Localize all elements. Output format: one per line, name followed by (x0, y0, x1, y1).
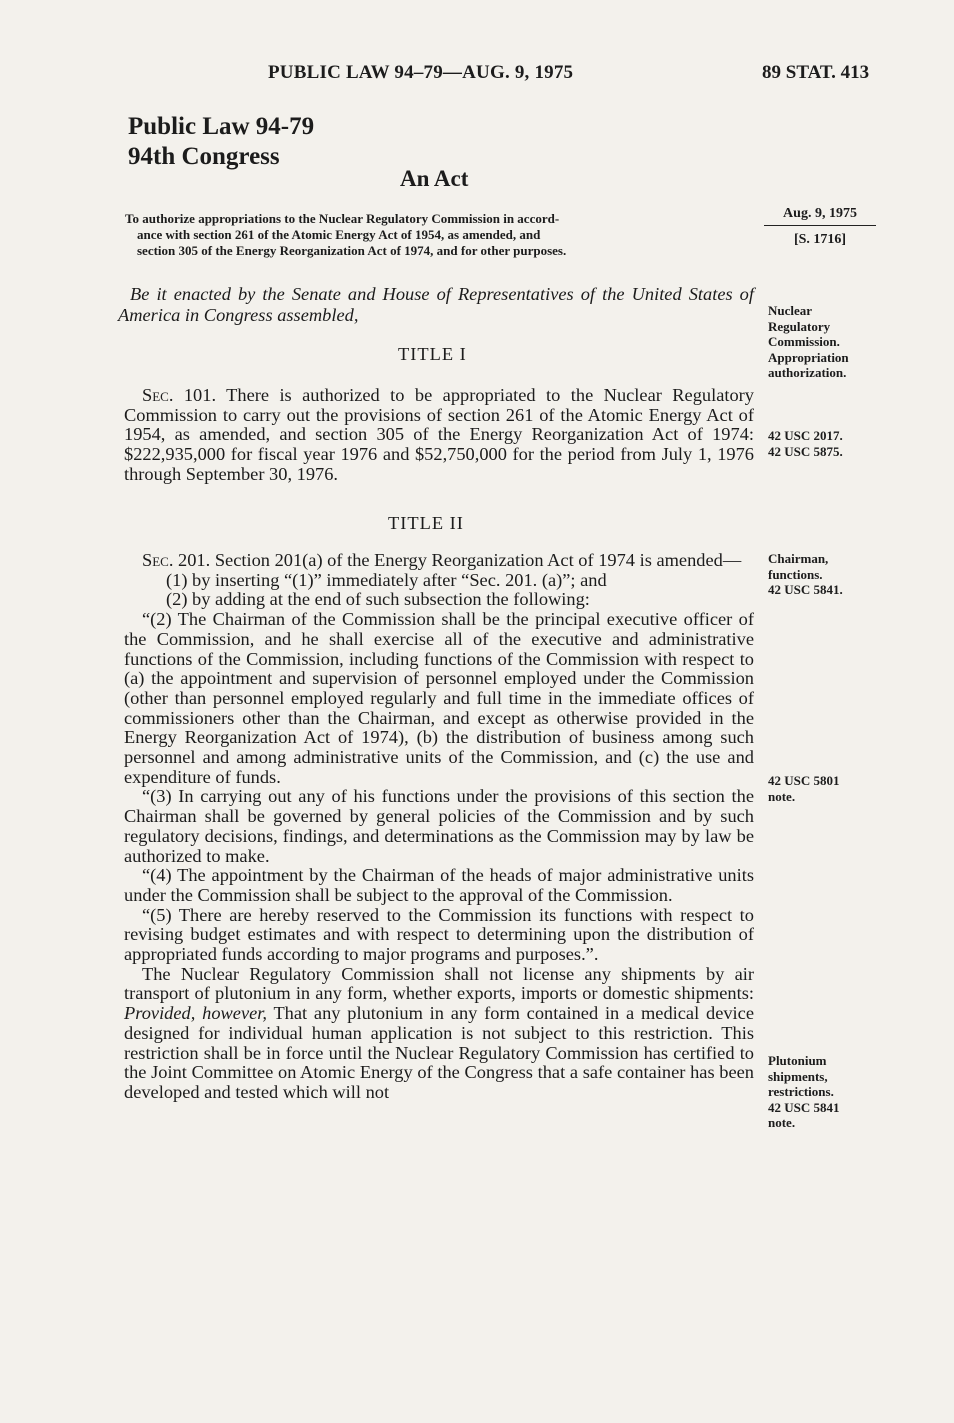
section-201-intro: Section 201(a) of the Energy Reorganization Act of 1974 is amended— (214, 550, 742, 570)
margin-text: Plutonium (768, 1053, 827, 1068)
margin-text: 42 USC 5841. (768, 582, 843, 597)
enactment-date: Aug. 9, 1975 (764, 206, 876, 226)
enactment-date-note (764, 206, 876, 248)
congress-number: 94th Congress (128, 143, 280, 170)
paragraph-3: “(3) In carrying out any of his functions under the provisions of this section the Chairman shall be governed by general policies of the Commission and by such regulatory decisions, findings, and determinations as the Commission may by law be authorized to make. (124, 786, 754, 866)
proviso: Provided, however, (124, 1003, 267, 1024)
margin-note-chairman (768, 551, 898, 598)
title-ii-heading: TITLE II (388, 513, 464, 533)
margin-text: 42 USC 5801 (768, 773, 840, 788)
plutonium-text-2: That any plutonium in any form contained in a medical device designed for individual human application is not subject to this restriction. This restriction shall be in force until the Nuclear Regulatory Commission has certified to the Joint Committee on Atomic Energy of the Congress that a safe container has been developed and tested which will not (124, 1003, 754, 1102)
margin-text: Appropriation (768, 349, 849, 365)
margin-text: note. (768, 1115, 796, 1130)
paragraph-2: “(2) The Chairman of the Commission shall be the principal executive officer of the Commission, and he shall exercise all of the executive and administrative functions of the Commission, including functions of the Commission with respect to (a) the appointment and supervision of personnel employed under the Commission (other than personnel employed regularly and full time in the immediate offices of commissioners other than the Chairman, and except as otherwise provided in the Energy Reorganization Act of 1974), (b) the distribution of business among such personnel and among administrative units of the Commission, and (c) the use and expenditure of funds. (124, 609, 754, 787)
margin-note-nrc (768, 303, 898, 381)
section-101 (124, 386, 754, 485)
amendment-item-1: (1) by inserting “(1)” immediately after “Sec. 201. (a)”; and (166, 569, 607, 590)
margin-text: 42 USC 5841 (768, 1099, 840, 1115)
bill-number: [S. 1716] (793, 232, 847, 247)
running-header: PUBLIC LAW 94–79—AUG. 9, 1975 (268, 62, 574, 83)
margin-text: functions. (768, 566, 823, 582)
section-label: Sec. 101. (142, 385, 217, 405)
plutonium-text-1: The Nuclear Regulatory Commission shall not license any shipments by air transport of plutonium in any form, whether exports, imports or domestic shipments: (124, 963, 754, 1004)
act-heading: An Act (400, 166, 469, 191)
plutonium-paragraph (124, 965, 754, 1103)
paragraph-5: “(5) There are hereby reserved to the Commission its functions with respect to revising budget estimates and with respect to determining upon the distribution of appropriated funds according to major programs and purposes.”. (124, 904, 754, 965)
margin-text: authorization. (768, 365, 847, 380)
enacting-clause: Be it enacted by the Senate and House of Representatives of the United States of America in Congress assembled, (118, 284, 754, 325)
public-law-number: Public Law 94-79 (128, 113, 315, 140)
section-101-text: There is authorized to be appropriated to the Nuclear Regulatory Commission to carry out the provisions of section 261 of the Atomic Energy Act of 1954, as amended, and section 305 of the Energy Reorganization Act of 1974: $222,935,000 for fiscal year 1976 and $52,750,000 for the period from July 1, 1976 through September 30, 1976. (124, 385, 754, 484)
purpose-line-3: section 305 of the Energy Reorganization Act of 1974, and for other purposes. (137, 243, 567, 258)
amendment-item-2: (2) by adding at the end of such subsection the following: (166, 589, 590, 610)
law-identifier (128, 112, 314, 172)
margin-text: restrictions. (768, 1084, 834, 1099)
margin-text: 42 USC 5875. (768, 443, 843, 459)
margin-text: note. (768, 788, 796, 804)
page-reference: 89 STAT. 413 (762, 62, 870, 83)
margin-note-5801 (768, 773, 898, 804)
margin-text: Chairman, (768, 551, 829, 566)
margin-note-usc (768, 428, 898, 459)
paragraph-4: “(4) The appointment by the Chairman of the heads of major administrative units under the Commission shall be subject to the approval of the Commission. (124, 865, 754, 905)
margin-text: shipments, (768, 1068, 828, 1084)
section-label: Sec. 201. (142, 550, 211, 570)
purpose-line-1: To authorize appropriations to the Nuclear Regulatory Commission in accord- (125, 211, 560, 226)
purpose-line-2: ance with section 261 of the Atomic Energy Act of 1954, as amended, and (137, 227, 541, 242)
section-201 (124, 551, 754, 1103)
title-i-heading: TITLE I (398, 344, 467, 364)
margin-text: Regulatory (768, 318, 831, 334)
margin-text: Commission. (768, 334, 840, 349)
margin-text: 42 USC 2017. (768, 428, 843, 443)
purpose-statement (125, 211, 753, 259)
margin-text: Nuclear (768, 303, 813, 318)
margin-note-plutonium (768, 1053, 898, 1131)
